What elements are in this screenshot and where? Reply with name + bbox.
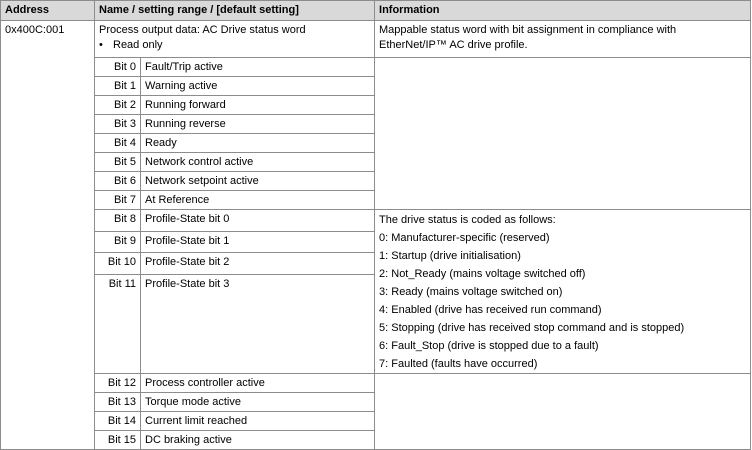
info-line: EtherNet/IP™ AC drive profile.	[379, 39, 528, 51]
bit-number: Bit 11	[95, 274, 141, 373]
bit-number: Bit 8	[95, 210, 141, 232]
bit-description: DC braking active	[141, 431, 375, 450]
bit-description: Torque mode active	[141, 393, 375, 412]
parameter-name-cell	[95, 21, 375, 58]
drive-status-line: 0: Manufacturer-specific (reserved)	[379, 232, 550, 244]
parameter-access	[99, 38, 370, 53]
bit-number: Bit 7	[95, 191, 141, 210]
bit-description: Running reverse	[141, 115, 375, 134]
bit-row	[1, 58, 751, 77]
access-label: Read only	[113, 39, 163, 51]
drive-status-info	[375, 210, 751, 374]
bit-description: Running forward	[141, 96, 375, 115]
bit-description: Network control active	[141, 153, 375, 172]
drive-status-line: 1: Startup (drive initialisation)	[379, 250, 521, 262]
bit-description: Profile-State bit 2	[141, 253, 375, 275]
bit-number: Bit 3	[95, 115, 141, 134]
parameter-info	[375, 21, 751, 58]
bit-description: Network setpoint active	[141, 172, 375, 191]
bit-number: Bit 9	[95, 231, 141, 253]
info-line: Mappable status word with bit assignment in compliance with	[379, 24, 677, 36]
bit-number: Bit 2	[95, 96, 141, 115]
drive-status-intro: The drive status is coded as follows:	[379, 214, 556, 226]
bit-description: Profile-State bit 0	[141, 210, 375, 232]
drive-status-line: 5: Stopping (drive has received stop command and is stopped)	[379, 322, 685, 334]
header-address: Address	[1, 1, 95, 21]
bit-number: Bit 0	[95, 58, 141, 77]
bit-number: Bit 15	[95, 431, 141, 450]
bit-number: Bit 4	[95, 134, 141, 153]
bit-number: Bit 12	[95, 374, 141, 393]
bit-description: Profile-State bit 3	[141, 274, 375, 373]
header-name: Name / setting range / [default setting]	[95, 1, 375, 21]
bit-description: Current limit reached	[141, 412, 375, 431]
bullet-icon: •	[99, 39, 103, 51]
header-row	[1, 1, 751, 21]
bit-number: Bit 6	[95, 172, 141, 191]
bit-number: Bit 10	[95, 253, 141, 275]
drive-status-line: 4: Enabled (drive has received run command)	[379, 304, 602, 316]
parameter-row	[1, 21, 751, 58]
bit-description: At Reference	[141, 191, 375, 210]
bit-row	[1, 374, 751, 393]
info-empty-top	[375, 58, 751, 210]
bit-number: Bit 14	[95, 412, 141, 431]
header-information: Information	[375, 1, 751, 21]
bit-number: Bit 5	[95, 153, 141, 172]
drive-status-line: 3: Ready (mains voltage switched on)	[379, 286, 563, 298]
bit-description: Process controller active	[141, 374, 375, 393]
bit-description: Profile-State bit 1	[141, 231, 375, 253]
bit-description: Warning active	[141, 77, 375, 96]
drive-status-line: 2: Not_Ready (mains voltage switched off)	[379, 268, 586, 280]
info-empty-bottom	[375, 374, 751, 450]
bit-description: Ready	[141, 134, 375, 153]
parameter-name: Process output data: AC Drive status word	[99, 24, 306, 36]
drive-status-line: 7: Faulted (faults have occurred)	[379, 358, 538, 370]
bit-description: Fault/Trip active	[141, 58, 375, 77]
bit-row	[1, 210, 751, 232]
bit-number: Bit 13	[95, 393, 141, 412]
drive-status-line: 6: Fault_Stop (drive is stopped due to a fault)	[379, 340, 599, 352]
parameter-address: 0x400C:001	[1, 21, 95, 450]
bit-number: Bit 1	[95, 77, 141, 96]
